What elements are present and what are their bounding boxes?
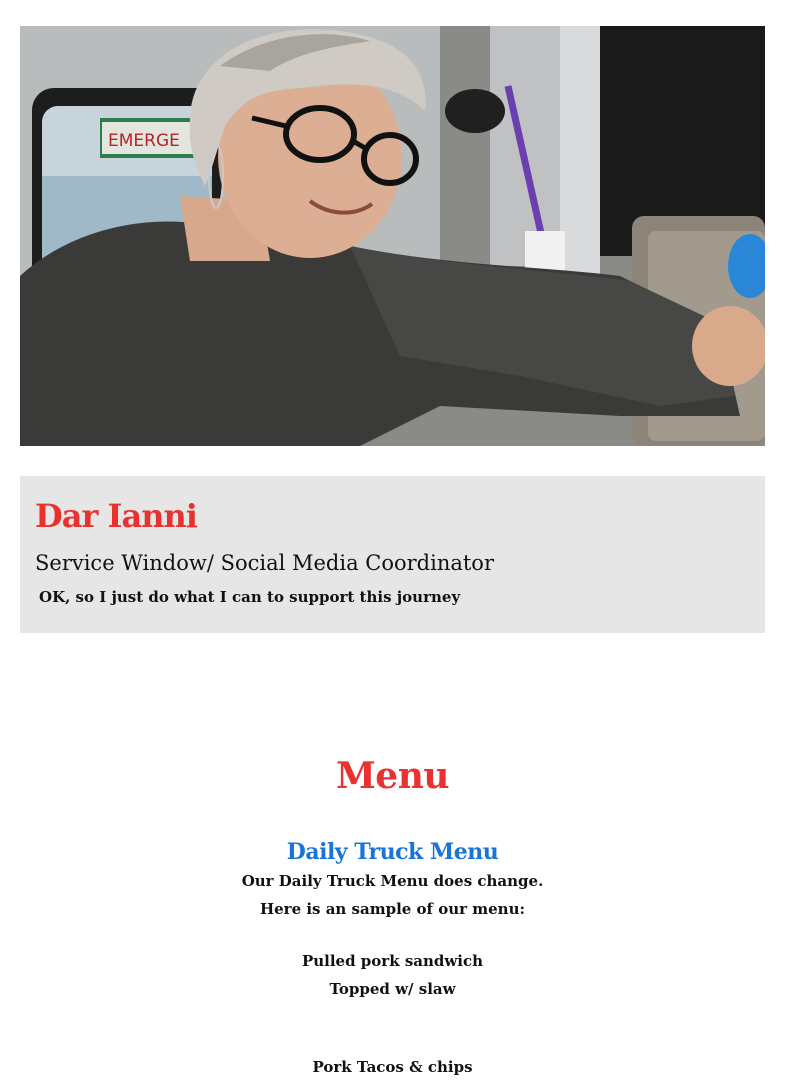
- menu-subtitle: Daily Truck Menu: [286, 839, 499, 865]
- menu-intro-line: Here is an sample of our menu:: [259, 900, 526, 918]
- profile-name: Dar Ianni: [35, 497, 197, 535]
- profile-bio: OK, so I just do what I can to support this journey: [39, 588, 461, 606]
- menu-item: Pork Tacos & chips: [312, 1058, 473, 1076]
- menu-intro-line: Our Daily Truck Menu does change.: [241, 872, 544, 890]
- menu-item: Topped w/ slaw: [329, 980, 456, 998]
- menu-item: Pulled pork sandwich: [301, 952, 484, 970]
- profile-photo: [20, 26, 765, 446]
- profile-card: [20, 476, 765, 633]
- emergency-sign-text: EMERGE: [108, 131, 180, 151]
- profile-role: Service Window/ Social Media Coordinator: [35, 551, 494, 575]
- menu-title: Menu: [335, 755, 450, 797]
- menu-section: [0, 750, 785, 1081]
